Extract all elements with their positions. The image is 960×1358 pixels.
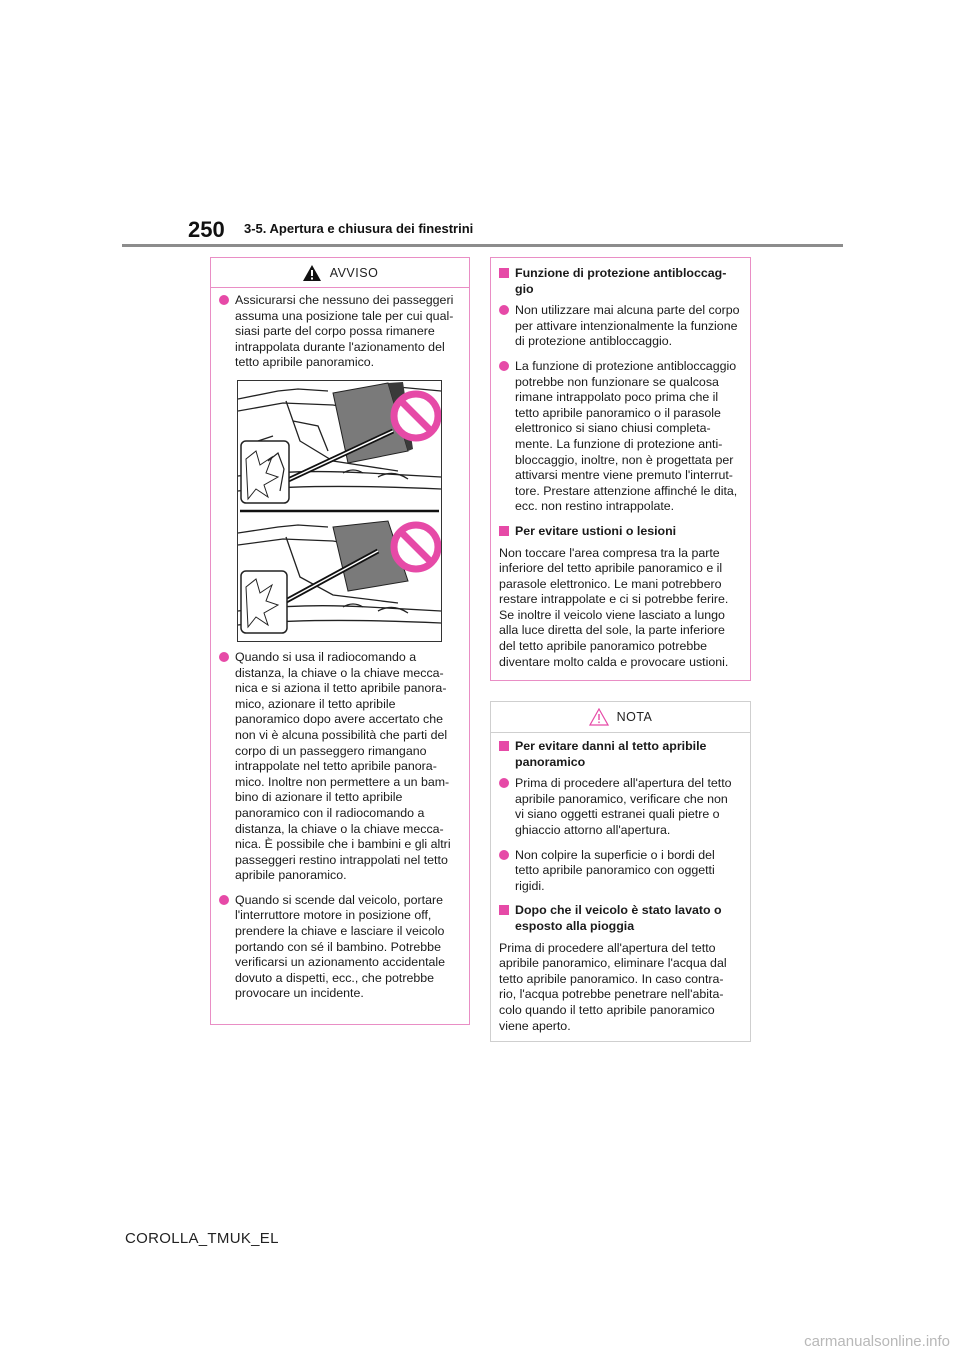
bullet-dot-icon <box>219 895 229 905</box>
avviso-header <box>211 258 469 288</box>
square-bullet-icon <box>499 526 509 536</box>
nota-heading-1: Per evitare danni al tetto apribile panoramico <box>499 739 740 770</box>
document-code: COROLLA_TMUK_EL <box>125 1230 279 1247</box>
bullet-dot-icon <box>219 652 229 662</box>
section-title: 3-5. Apertura e chiusura dei finestrini <box>244 221 474 236</box>
antipinch-box <box>490 257 751 681</box>
nota-bullet-2: Non colpire la superficie o i bordi del tetto apribile panoramico con oggetti rigidi. <box>499 848 740 895</box>
avviso-bullet-2: Quando si usa il radiocomando a distanza, la chiave o la chiave mecca-nica e si aziona il tetto apribile panora-mico, azionare il tetto apribile panoramico dopo avere accertato che non vi è alcuna possibilità che parti del corpo di un passeggero rimangano intrappolate nel tetto apribile panora-mico. Inoltre non permettere a un bam-bino di azionare il tetto apribile panoramico con il radiocomando a distanza, la chiave o la chiave mecca-nica. È possibile che i bambini e gli altri passeggeri restino intrappolati nel tetto apribile panoramico. <box>219 650 459 884</box>
warning-icon <box>302 264 322 282</box>
nota-title: NOTA <box>616 710 653 724</box>
bullet-dot-icon <box>499 778 509 788</box>
watermark[interactable]: carmanualsonline.info <box>804 1333 950 1350</box>
bullet-dot-icon <box>499 850 509 860</box>
avviso-bullet-3: Quando si scende dal veicolo, portare l'interruttore motore in posizione off, prendere la chiave e lasciare il veicolo portando con sé il bambino. Potrebbe verificarsi un azionamento accidentale dovuto a dispetti, ecc., che potrebbe provocare un incidente. <box>219 893 459 1002</box>
nota-text-2: Prima di procedere all'apertura del tetto apribile panoramico, eliminare l'acqua dal tetto apribile panoramico. In caso contra-rio, l'acqua potrebbe penetrare nell'abita-colo quando il tetto apribile panoramico viene aperto. <box>499 940 727 1033</box>
nota-box <box>490 701 751 1042</box>
sunroof-warning-illustration <box>237 380 442 642</box>
nota-bullet-1: Prima di procedere all'apertura del tetto apribile panoramico, verificare che non vi siano oggetti estranei quali pietre o ghiaccio attorno all'apertura. <box>499 776 740 838</box>
burns-text: Non toccare l'area compresa tra la parte inferiore del tetto apribile panoramico e il parasole elettronico. Le mani potrebbero restare intrappolate e ci si potrebbe ferire. Se inoltre il veicolo viene lasciato a lungo alla luce diretta del sole, la parte inferiore del tetto apribile panoramico potrebbe diventare molto calda e provocare ustioni. <box>499 545 729 669</box>
page-number: 250 <box>188 217 225 242</box>
bullet-dot-icon <box>499 361 509 371</box>
avviso-bullet-1: Assicurarsi che nessuno dei passeggeri assuma una posizione tale per cui qual-siasi parte del corpo possa rimanere intrappolata durante l'azionamento del tetto apribile panoramico. <box>219 293 459 371</box>
square-bullet-icon <box>499 741 509 751</box>
antipinch-bullet-2: La funzione di protezione antibloccaggio potrebbe non funzionare se qualcosa rimane intrappolato poco prima che il tetto apribile panoramico o il parasole elettronico si siano chiusi completa-mente. La funzione di protezione anti-bloccaggio, inoltre, non è progettata per attivarsi mentre viene premuto l'interrut-tore. Prestare attenzione affinché le dita, ecc. non restino intrappolate. <box>499 359 740 515</box>
header-rule <box>122 244 843 247</box>
burns-heading: Per evitare ustioni o lesioni <box>499 524 740 540</box>
square-bullet-icon <box>499 268 509 278</box>
nota-heading-2: Dopo che il veicolo è stato lavato o esposto alla pioggia <box>499 903 740 934</box>
avviso-box <box>210 257 470 1025</box>
avviso-title: AVVISO <box>329 265 379 280</box>
square-bullet-icon <box>499 905 509 915</box>
antipinch-bullet-1: Non utilizzare mai alcuna parte del corpo per attivare intenzionalmente la funzione di protezione antibloccaggio. <box>499 303 740 350</box>
caution-icon <box>589 708 609 726</box>
bullet-dot-icon <box>499 305 509 315</box>
nota-header <box>491 702 750 733</box>
bullet-dot-icon <box>219 295 229 305</box>
antipinch-heading: Funzione di protezione antibloccag-gio <box>499 266 740 297</box>
